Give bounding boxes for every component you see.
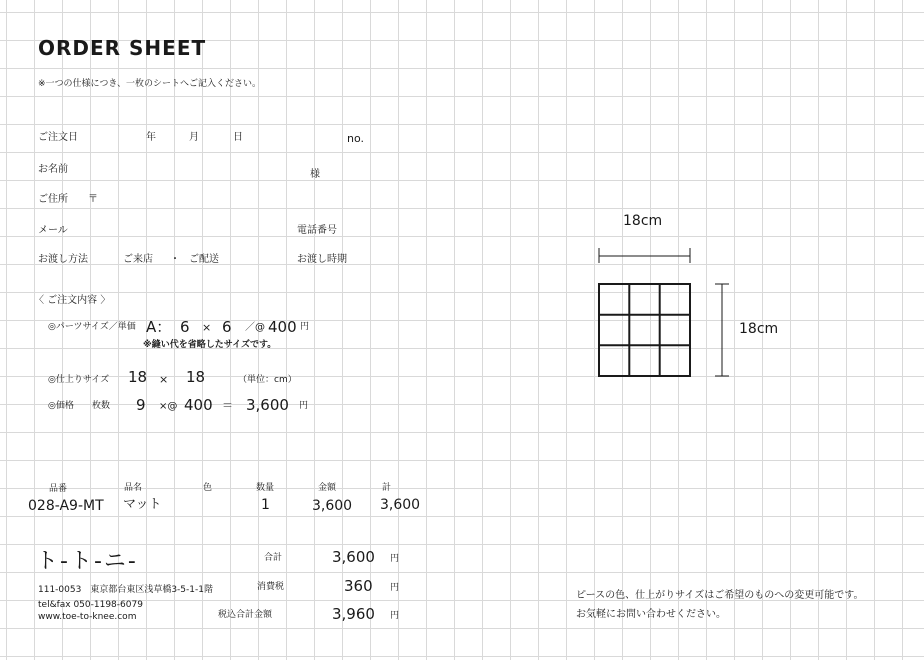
piece-count: 9	[136, 396, 146, 414]
width-dimension-label: 18cm	[623, 213, 663, 229]
order-section-label: 〈 ご注文内容 〉	[34, 295, 111, 306]
honorific-label: 様	[310, 169, 320, 180]
parts-height: 6	[222, 318, 232, 336]
name-label: お名前	[38, 164, 68, 175]
unit-note: （単位：cm）	[238, 375, 297, 385]
item-name: マット	[123, 497, 162, 512]
header-quantity: 数量	[256, 483, 275, 493]
finish-width: 18	[128, 368, 148, 386]
header-color: 色	[203, 483, 213, 493]
parts-size-label: ◎パーツサイズ／単価	[48, 322, 136, 332]
yen-unit: 円	[390, 554, 400, 564]
order-number-label: no.	[347, 132, 365, 145]
count-label: 枚数	[92, 401, 111, 411]
delivery-option-store: ご来店	[123, 254, 153, 265]
finish-size-label: ◎仕上りサイズ	[48, 375, 110, 385]
header-name: 品名	[124, 483, 143, 493]
times-sign: ×	[159, 373, 169, 386]
footer-note-line1: ピースの色、仕上がりサイズはご希望のものへの変更可能です。	[576, 590, 864, 601]
yen-unit: 円	[299, 401, 309, 411]
postal-mark: 〒	[88, 194, 98, 205]
phone-label: 電話番号	[297, 225, 337, 236]
parts-code: A：	[146, 318, 172, 336]
header-total: 計	[382, 483, 392, 493]
finished-piece-outline	[599, 284, 690, 376]
subtotal-label: 合計	[264, 553, 283, 563]
footer-note-line2: お気軽にお問い合わせください。	[576, 609, 726, 620]
item-code: 028-A9-MT	[28, 498, 104, 514]
company-address: 111-0053 東京都台東区浅草橋3-5-1-1階	[38, 585, 213, 595]
delivery-option-shipping: ご配送	[189, 254, 219, 265]
height-dimension-label: 18cm	[739, 321, 779, 337]
instruction-note: ※一つの仕様につき、一枚のシートへご記入ください。	[38, 79, 262, 89]
yen-unit: 円	[300, 322, 310, 332]
item-total: 3,600	[380, 497, 421, 513]
total-price: 3,600	[246, 396, 289, 414]
address-label: ご住所	[38, 194, 68, 205]
price-label: ◎価格	[48, 401, 74, 411]
delivery-time-label: お渡し時期	[297, 254, 347, 265]
grand-total-value: 3,960	[332, 605, 375, 623]
company-url[interactable]: www.toe-to-knee.com	[38, 612, 137, 622]
company-tel: tel&fax 050-1198-6079	[38, 600, 143, 610]
yen-unit: 円	[390, 611, 400, 621]
email-label: メール	[38, 225, 68, 236]
month-label: 月	[189, 132, 199, 143]
tax-label: 消費税	[257, 582, 285, 592]
per-unit-mark: ／@	[245, 322, 265, 333]
yen-unit: 円	[390, 583, 400, 593]
times-sign: ×	[202, 321, 212, 334]
grand-total-label: 税込合計金額	[218, 610, 273, 620]
header-code: 品番	[49, 484, 68, 494]
order-date-label: ご注文日	[38, 132, 78, 143]
item-amount: 3,600	[312, 498, 353, 514]
at-price: 400	[184, 396, 213, 414]
delivery-method-label: お渡し方法	[38, 254, 88, 265]
page-title: ORDER SHEET	[38, 36, 207, 60]
company-logo: ト-ト-ニ-	[36, 549, 138, 574]
equals-sign: ＝	[222, 399, 233, 412]
delivery-separator: ・	[170, 254, 180, 265]
times-at-mark: ×@	[159, 401, 178, 412]
header-amount: 金額	[318, 483, 337, 493]
parts-width: 6	[180, 318, 190, 336]
finish-height: 18	[186, 368, 206, 386]
unit-price: 400	[268, 318, 297, 336]
seam-note: ※縫い代を省略したサイズです。	[143, 340, 277, 350]
tax-value: 360	[344, 577, 373, 595]
day-label: 日	[233, 132, 243, 143]
subtotal-value: 3,600	[332, 548, 375, 566]
year-label: 年	[146, 132, 156, 143]
item-quantity: 1	[261, 497, 270, 513]
